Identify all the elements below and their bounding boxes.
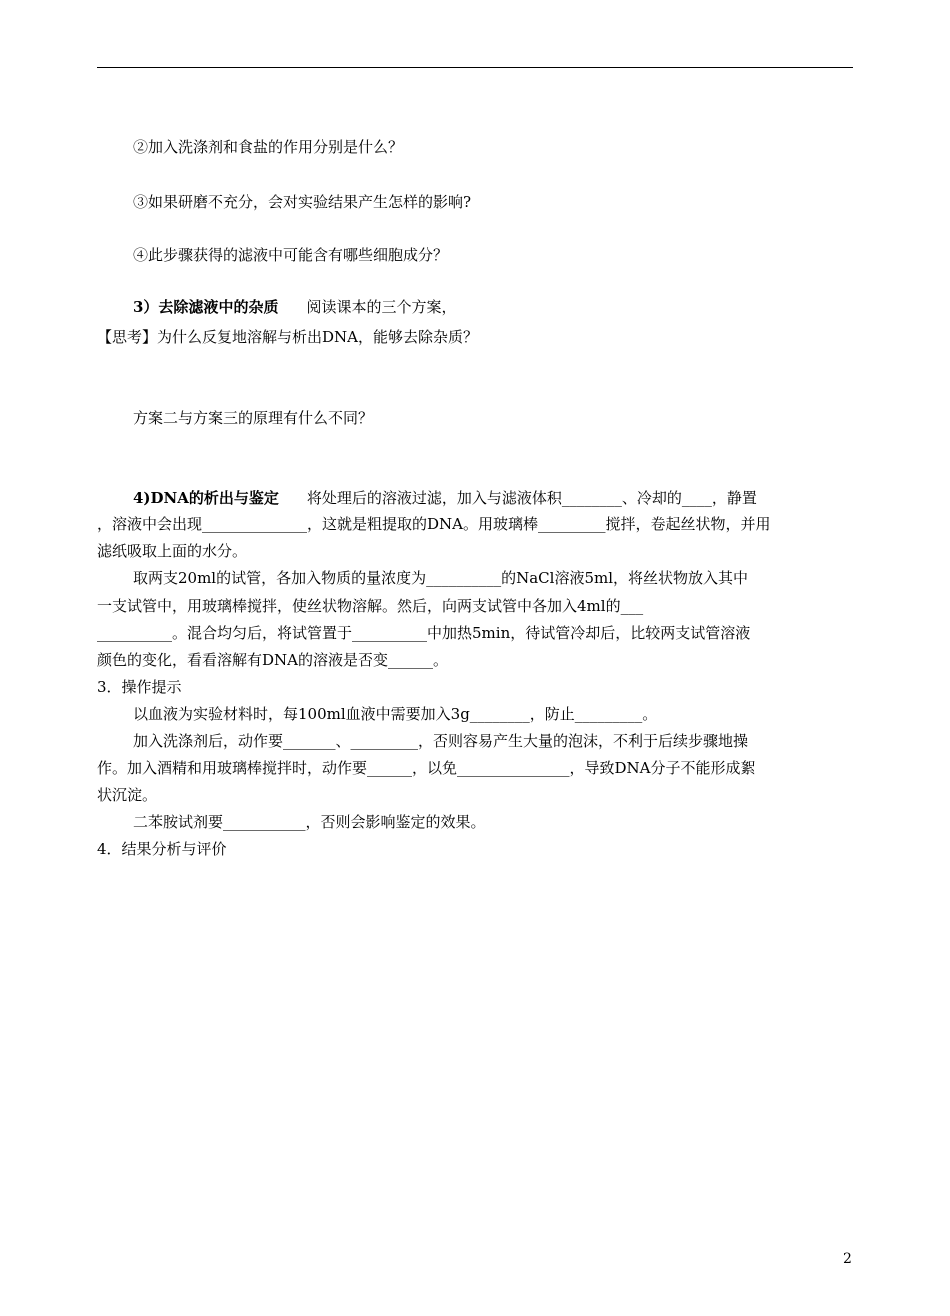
section-4-line-3: 滤纸吸取上面的水分。	[97, 542, 248, 560]
section-4-line-4: 取两支20ml的试管，各加入物质的量浓度为__________的NaCl溶液5ml，将丝状物放入其中	[133, 569, 749, 587]
question-4: ④此步骤获得的滤液中可能含有哪些细胞成分？	[133, 246, 449, 264]
header-rule	[97, 67, 853, 68]
tips-line-4: 状沉淀。	[97, 786, 158, 804]
results-heading: 4．结果分析与评价	[97, 840, 227, 858]
section-3-heading: 3）去除滤液中的杂质	[133, 298, 279, 316]
plan-question: 方案二与方案三的原理有什么不同？	[133, 409, 374, 427]
section-3-text: 阅读课本的三个方案，	[306, 298, 457, 316]
section-4-line-7: 颜色的变化，看看溶解有DNA的溶液是否变______。	[97, 651, 448, 669]
section-4-line-1: 4)DNA的析出与鉴定 将处理后的溶液过滤，加入与滤液体积________、冷却的____，静置	[133, 489, 757, 507]
question-3: ③如果研磨不充分，会对实验结果产生怎样的影响?	[133, 193, 472, 211]
section-3-line	[133, 297, 456, 317]
section-4-heading: 4)DNA的析出与鉴定	[133, 489, 279, 507]
question-2: ②加入洗涤剂和食盐的作用分别是什么？	[133, 138, 404, 156]
section-4-line-5: 一支试管中，用玻璃棒搅拌，使丝状物溶解。然后，向两支试管中各加入4ml的___	[97, 597, 644, 615]
section-4-line-6: __________。混合均匀后，将试管置于__________中加热5min，待试管冷却后，比较两支试管溶液	[97, 624, 751, 642]
tips-line-3: 作。加入酒精和用玻璃棒搅拌时，动作要______，以免_______________，导致DNA分子不能形成絮	[97, 759, 756, 777]
page-number: 2	[843, 1251, 852, 1267]
tips-line-2: 加入洗涤剂后，动作要_______、_________，否则容易产生大量的泡沫，不利于后续步骤地操	[133, 732, 749, 750]
tips-heading: 3．操作提示	[97, 678, 182, 696]
think-question: 【思考】为什么反复地溶解与析出DNA，能够去除杂质？	[97, 328, 478, 346]
tips-line-5: 二苯胺试剂要___________，否则会影响鉴定的效果。	[133, 813, 486, 831]
section-4-line-2: ，溶液中会出现______________，这就是粗提取的DNA。用玻璃棒_________搅拌，卷起丝状物，并用	[97, 515, 771, 533]
tips-line-1: 以血液为实验材料时，每100ml血液中需要加入3g________，防止_________。	[133, 705, 658, 723]
